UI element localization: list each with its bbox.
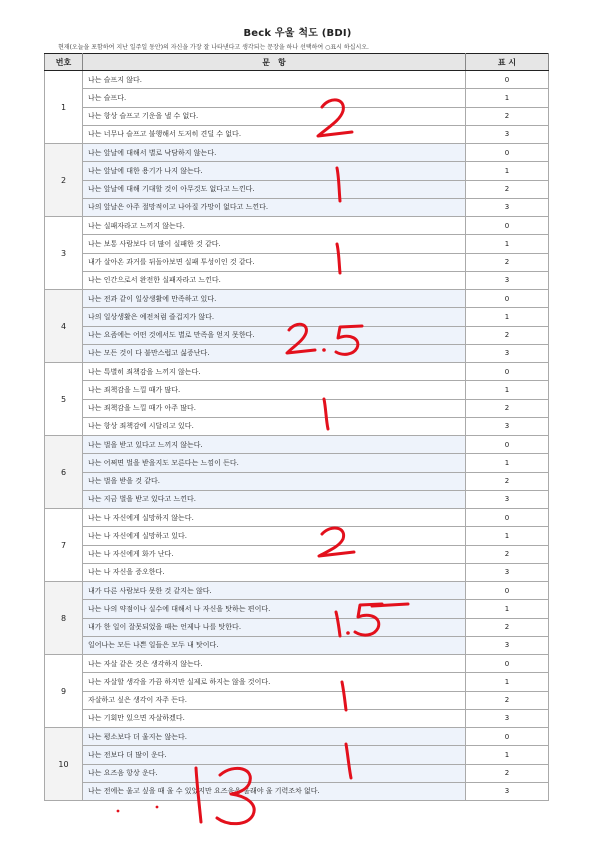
- stray-dot: [117, 810, 120, 813]
- header-row: [45, 54, 549, 71]
- item-statement[interactable]: 나는 전과 같이 일상생활에 만족하고 있다.: [83, 290, 466, 308]
- item-group: [45, 290, 549, 363]
- item-score[interactable]: 2: [466, 545, 549, 563]
- item-number: 10: [45, 728, 83, 801]
- item-statement[interactable]: 나는 모든 것이 다 불만스럽고 싫증난다.: [83, 344, 466, 362]
- item-score[interactable]: 1: [466, 673, 549, 691]
- item-statement[interactable]: 나는 슬프다.: [83, 89, 466, 107]
- item-statement[interactable]: 나는 보통 사람보다 더 많이 실패한 것 같다.: [83, 235, 466, 253]
- table-row[interactable]: [45, 198, 549, 216]
- item-score[interactable]: 0: [466, 144, 549, 162]
- table-row[interactable]: [45, 436, 549, 454]
- item-statement[interactable]: 나는 요즘에는 어떤 것에서도 별로 만족을 얻지 못한다.: [83, 326, 466, 344]
- table-row[interactable]: [45, 89, 549, 107]
- item-statement[interactable]: 자살하고 싶은 생각이 자주 든다.: [83, 691, 466, 709]
- item-score[interactable]: 3: [466, 782, 549, 800]
- item-score[interactable]: 2: [466, 691, 549, 709]
- item-number: 4: [45, 290, 83, 363]
- table-row[interactable]: [45, 709, 549, 727]
- item-statement[interactable]: 나는 항상 죄책감에 시달리고 있다.: [83, 417, 466, 435]
- item-group: [45, 144, 549, 217]
- instructions: 현재(오늘을 포함하여 지난 일주일 동안)의 자신을 가장 잘 나타낸다고 생각되는 문장을 하나 선택하여 ○표시 하십시오.: [58, 44, 369, 51]
- item-score[interactable]: 0: [466, 728, 549, 746]
- table-row[interactable]: [45, 417, 549, 435]
- item-statement[interactable]: 나는 자살할 생각을 가끔 하지만 실제로 하지는 않을 것이다.: [83, 673, 466, 691]
- table-row[interactable]: [45, 472, 549, 490]
- item-group: [45, 509, 549, 582]
- item-statement[interactable]: 일어나는 모든 나쁜 일들은 모두 내 탓이다.: [83, 636, 466, 654]
- item-score[interactable]: 0: [466, 290, 549, 308]
- item-statement[interactable]: 나는 앞날에 대한 용기가 나지 않는다.: [83, 162, 466, 180]
- item-score[interactable]: 0: [466, 71, 549, 89]
- item-statement[interactable]: 나는 기회만 있으면 자살하겠다.: [83, 709, 466, 727]
- table-row[interactable]: [45, 618, 549, 636]
- item-score[interactable]: 1: [466, 454, 549, 472]
- item-number: 3: [45, 217, 83, 290]
- item-statement[interactable]: 나는 너무나 슬프고 불행해서 도저히 견딜 수 없다.: [83, 125, 466, 143]
- item-statement[interactable]: 나는 평소보다 더 울지는 않는다.: [83, 728, 466, 746]
- item-statement[interactable]: 내가 다른 사람보다 못한 것 같지는 않다.: [83, 582, 466, 600]
- item-score[interactable]: 3: [466, 709, 549, 727]
- item-score[interactable]: 2: [466, 180, 549, 198]
- item-score[interactable]: 3: [466, 490, 549, 508]
- item-number: 7: [45, 509, 83, 582]
- item-group: [45, 655, 549, 728]
- item-statement[interactable]: 나는 특별히 죄책감을 느끼지 않는다.: [83, 363, 466, 381]
- table-row[interactable]: [45, 125, 549, 143]
- item-statement[interactable]: 나는 죄책감을 느낄 때가 많다.: [83, 381, 466, 399]
- table-row[interactable]: [45, 509, 549, 527]
- item-score[interactable]: 0: [466, 582, 549, 600]
- table-row[interactable]: [45, 253, 549, 271]
- table-row[interactable]: [45, 235, 549, 253]
- item-score[interactable]: 1: [466, 308, 549, 326]
- table-row[interactable]: [45, 144, 549, 162]
- bdi-table: [44, 53, 549, 801]
- item-statement[interactable]: 나의 앞날은 아주 절망적이고 나아질 가망이 없다고 느낀다.: [83, 198, 466, 216]
- item-number: 9: [45, 655, 83, 728]
- item-statement[interactable]: 나는 요즈음 항상 운다.: [83, 764, 466, 782]
- item-score[interactable]: 3: [466, 271, 549, 289]
- item-statement[interactable]: 나는 항상 슬프고 기운을 낼 수 없다.: [83, 107, 466, 125]
- item-score[interactable]: 2: [466, 399, 549, 417]
- item-score[interactable]: 3: [466, 125, 549, 143]
- item-score[interactable]: 0: [466, 509, 549, 527]
- item-score[interactable]: 3: [466, 417, 549, 435]
- item-statement[interactable]: 내가 한 일이 잘못되었을 때는 언제나 나를 탓한다.: [83, 618, 466, 636]
- item-score[interactable]: 2: [466, 107, 549, 125]
- header-score: 표 시: [466, 54, 549, 71]
- table-row[interactable]: [45, 655, 549, 673]
- item-statement[interactable]: 내가 살아온 과거를 뒤돌아보면 실패 투성이인 것 같다.: [83, 253, 466, 271]
- item-score[interactable]: 1: [466, 600, 549, 618]
- table-row[interactable]: [45, 399, 549, 417]
- item-statement[interactable]: 나는 앞날에 대해 기대할 것이 아무것도 없다고 느낀다.: [83, 180, 466, 198]
- table-row[interactable]: [45, 582, 549, 600]
- item-score[interactable]: 1: [466, 381, 549, 399]
- item-score[interactable]: 3: [466, 563, 549, 581]
- table-row[interactable]: [45, 271, 549, 289]
- header-number: 번호: [45, 54, 83, 71]
- table-row[interactable]: [45, 691, 549, 709]
- table-row[interactable]: [45, 764, 549, 782]
- page-title: Beck 우울 척도 (BDI): [243, 28, 352, 39]
- table-row[interactable]: [45, 326, 549, 344]
- item-score[interactable]: 1: [466, 162, 549, 180]
- item-statement[interactable]: 나는 벌을 받고 있다고 느끼지 않는다.: [83, 436, 466, 454]
- table-row[interactable]: [45, 344, 549, 362]
- table-row[interactable]: [45, 454, 549, 472]
- item-statement[interactable]: 나는 실패자라고 느끼지 않는다.: [83, 217, 466, 235]
- item-statement[interactable]: 나는 나 자신을 증오한다.: [83, 563, 466, 581]
- item-number: 8: [45, 582, 83, 655]
- item-score[interactable]: 3: [466, 636, 549, 654]
- table-row[interactable]: [45, 107, 549, 125]
- item-number: 5: [45, 363, 83, 436]
- item-statement[interactable]: 나는 슬프지 않다.: [83, 71, 466, 89]
- item-statement[interactable]: 나는 나 자신에게 실망하고 있다.: [83, 527, 466, 545]
- table-row[interactable]: [45, 545, 549, 563]
- table-row[interactable]: [45, 563, 549, 581]
- table-row[interactable]: [45, 308, 549, 326]
- item-score[interactable]: 2: [466, 764, 549, 782]
- item-statement[interactable]: 나는 전에는 울고 싶을 때 울 수 있었지만 요즈음은 울래야 울 기력조차 없다.: [83, 782, 466, 800]
- table-row[interactable]: [45, 217, 549, 235]
- item-score[interactable]: 1: [466, 235, 549, 253]
- table-row[interactable]: [45, 746, 549, 764]
- item-group: [45, 436, 549, 509]
- table-row[interactable]: [45, 527, 549, 545]
- item-group: [45, 71, 549, 144]
- item-statement[interactable]: 나는 나 자신에게 실망하지 않는다.: [83, 509, 466, 527]
- table-row[interactable]: [45, 600, 549, 618]
- item-score[interactable]: 1: [466, 527, 549, 545]
- item-score[interactable]: 1: [466, 89, 549, 107]
- item-score[interactable]: 3: [466, 344, 549, 362]
- item-score[interactable]: 2: [466, 326, 549, 344]
- table-row[interactable]: [45, 673, 549, 691]
- item-score[interactable]: 2: [466, 618, 549, 636]
- item-statement[interactable]: 나는 나 자신에게 화가 난다.: [83, 545, 466, 563]
- item-group: [45, 217, 549, 290]
- stray-dot: [156, 806, 159, 809]
- table-row[interactable]: [45, 290, 549, 308]
- item-score[interactable]: 0: [466, 217, 549, 235]
- header-statement: 문 항: [83, 54, 466, 71]
- item-number: 2: [45, 144, 83, 217]
- item-number: 6: [45, 436, 83, 509]
- item-number: 1: [45, 71, 83, 144]
- item-statement[interactable]: 나는 나의 약점이나 실수에 대해서 나 자신을 탓하는 편이다.: [83, 600, 466, 618]
- table-row[interactable]: [45, 636, 549, 654]
- table-row[interactable]: [45, 71, 549, 89]
- table-row[interactable]: [45, 782, 549, 800]
- item-statement[interactable]: 나는 죄책감을 느낄 때가 아주 많다.: [83, 399, 466, 417]
- item-score[interactable]: 0: [466, 655, 549, 673]
- table-row[interactable]: [45, 381, 549, 399]
- table-row[interactable]: [45, 162, 549, 180]
- item-group: [45, 728, 549, 801]
- item-statement[interactable]: 나의 일상생활은 예전처럼 즐겁지가 않다.: [83, 308, 466, 326]
- item-statement[interactable]: 나는 자살 같은 것은 생각하지 않는다.: [83, 655, 466, 673]
- item-statement[interactable]: 나는 전보다 더 많이 운다.: [83, 746, 466, 764]
- item-group: [45, 363, 549, 436]
- item-statement[interactable]: 나는 앞날에 대해서 별로 낙담하지 않는다.: [83, 144, 466, 162]
- table-row[interactable]: [45, 363, 549, 381]
- item-statement[interactable]: 나는 어쩌면 벌을 받을지도 모른다는 느낌이 든다.: [83, 454, 466, 472]
- item-statement[interactable]: 나는 인간으로서 완전한 실패자라고 느낀다.: [83, 271, 466, 289]
- item-score[interactable]: 0: [466, 436, 549, 454]
- item-statement[interactable]: 나는 벌을 받을 것 같다.: [83, 472, 466, 490]
- table-row[interactable]: [45, 490, 549, 508]
- item-score[interactable]: 2: [466, 253, 549, 271]
- table-row[interactable]: [45, 728, 549, 746]
- item-score[interactable]: 0: [466, 363, 549, 381]
- item-score[interactable]: 3: [466, 198, 549, 216]
- item-score[interactable]: 1: [466, 746, 549, 764]
- item-score[interactable]: 2: [466, 472, 549, 490]
- item-statement[interactable]: 나는 지금 벌을 받고 있다고 느낀다.: [83, 490, 466, 508]
- table-row[interactable]: [45, 180, 549, 198]
- item-group: [45, 582, 549, 655]
